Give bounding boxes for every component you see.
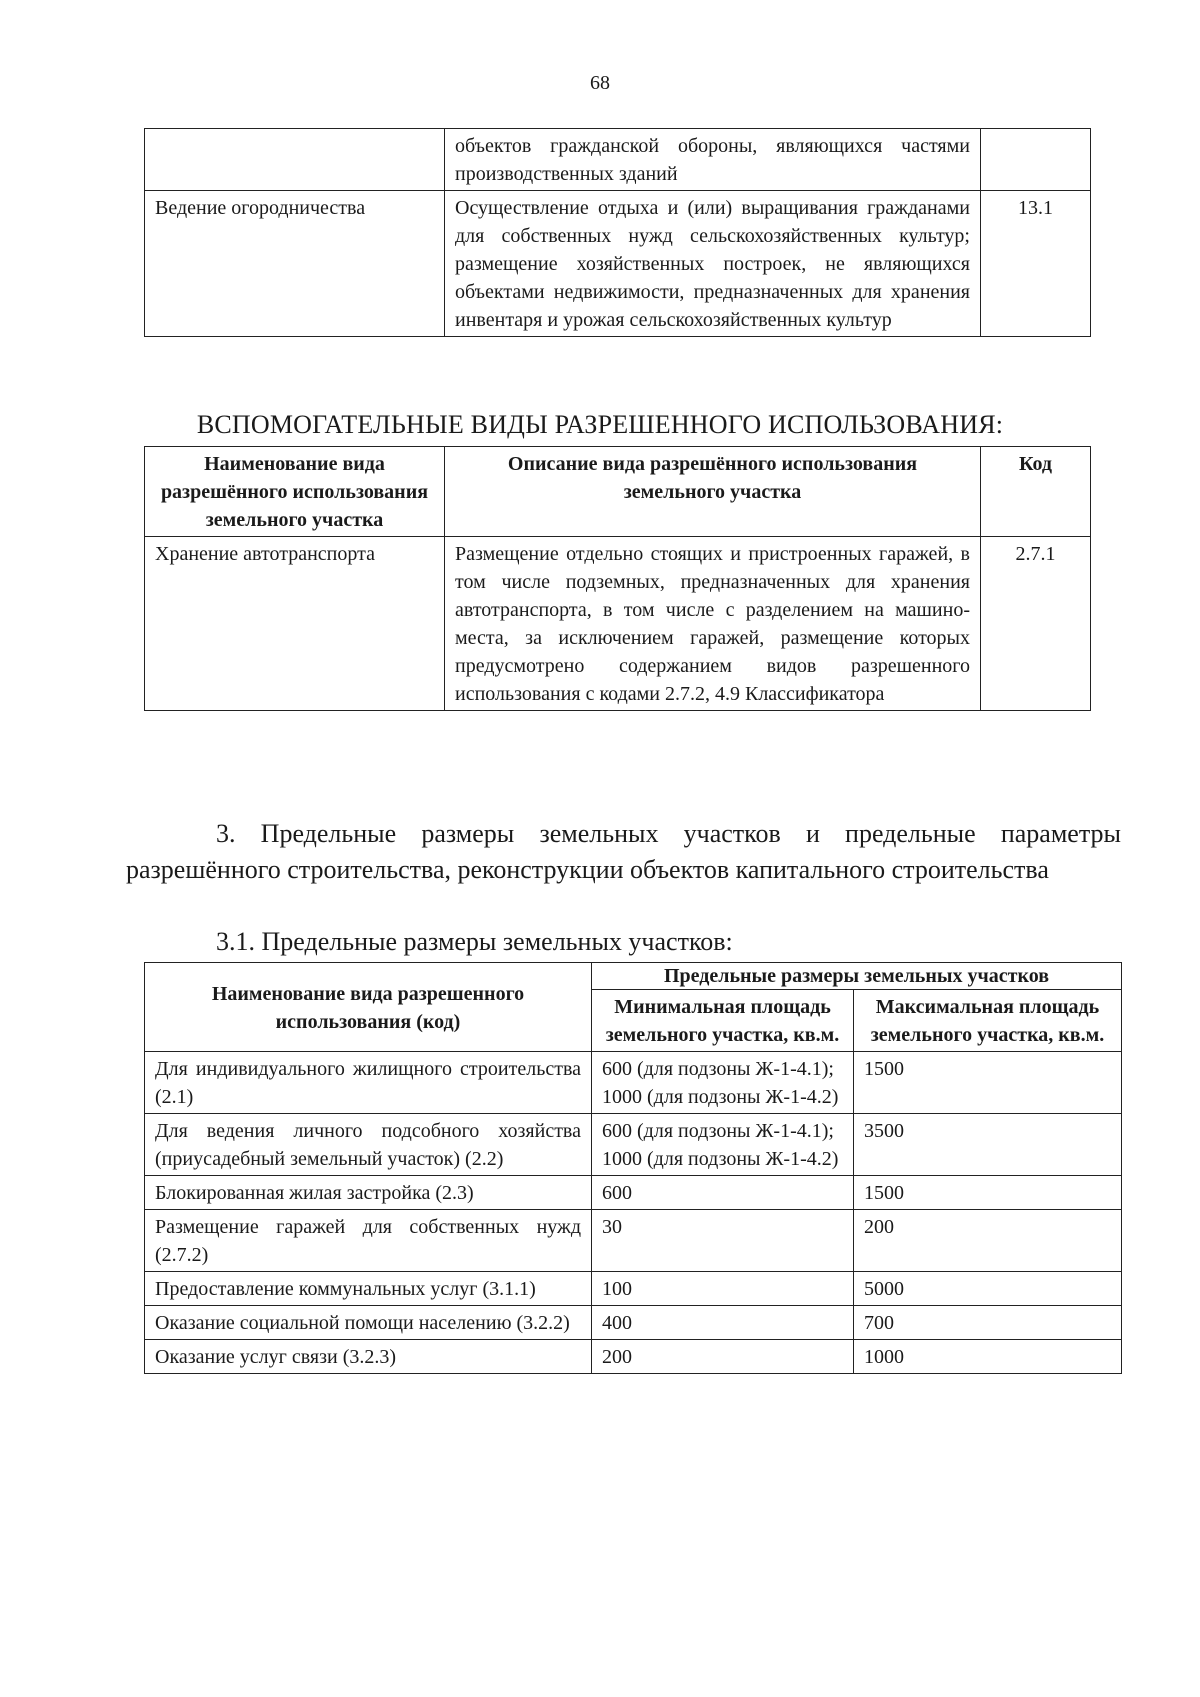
cell-min: 200 xyxy=(592,1340,854,1374)
land-plot-sizes-table xyxy=(144,962,1122,1374)
cell-description: объектов гражданской обороны, являющихся частями производственных зданий xyxy=(445,129,981,191)
table-row xyxy=(145,1176,1122,1210)
header-group: Предельные размеры земельных участков xyxy=(592,963,1122,990)
cell-code: 2.7.1 xyxy=(981,537,1091,711)
cell-name: Для ведения личного подсобного хозяйства (приусадебный земельный участок) (2.2) xyxy=(145,1114,592,1176)
cell-max: 5000 xyxy=(854,1272,1122,1306)
cell-name xyxy=(145,129,445,191)
cell-name: Блокированная жилая застройка (2.3) xyxy=(145,1176,592,1210)
cell-name: Для индивидуального жилищного строительства (2.1) xyxy=(145,1052,592,1114)
cell-min: 400 xyxy=(592,1306,854,1340)
cell-name: Ведение огородничества xyxy=(145,191,445,337)
table-header-row xyxy=(145,963,1122,990)
cell-description: Размещение отдельно стоящих и пристроенных гаражей, в том числе подземных, предназначенных для хранения автотранспорта, в том числе с разделением на машино-места, за исключением гаражей, размещение которых предусмотрено содержанием видов разрешенного использования с кодами 2.7.2, 4.9 Классификатора xyxy=(445,537,981,711)
cell-max: 1000 xyxy=(854,1340,1122,1374)
cell-min: 30 xyxy=(592,1210,854,1272)
cell-min: 600 (для подзоны Ж-1-4.1); 1000 (для подзоны Ж-1-4.2) xyxy=(592,1114,854,1176)
table-row xyxy=(145,1114,1122,1176)
table-row xyxy=(145,191,1091,337)
table-row xyxy=(145,537,1091,711)
header-code: Код xyxy=(981,447,1091,537)
cell-max: 200 xyxy=(854,1210,1122,1272)
cell-max: 1500 xyxy=(854,1052,1122,1114)
table-row xyxy=(145,1210,1122,1272)
cell-code xyxy=(981,129,1091,191)
section-3-heading: 3. Предельные размеры земельных участков и предельные параметры разрешённого строительства, реконструкции объектов капитального строительства xyxy=(126,819,1121,884)
continuation-table xyxy=(144,128,1091,337)
table-row xyxy=(145,1272,1122,1306)
table-row xyxy=(145,129,1091,191)
header-name: Наименование вида разрешенного использования (код) xyxy=(145,963,592,1052)
page-number: 68 xyxy=(590,72,610,94)
cell-name: Хранение автотранспорта xyxy=(145,537,445,711)
cell-max: 3500 xyxy=(854,1114,1122,1176)
cell-min: 100 xyxy=(592,1272,854,1306)
cell-name: Размещение гаражей для собственных нужд (2.7.2) xyxy=(145,1210,592,1272)
table-header-row xyxy=(145,447,1091,537)
cell-min: 600 (для подзоны Ж-1-4.1); 1000 (для подзоны Ж-1-4.2) xyxy=(592,1052,854,1114)
cell-name: Оказание услуг связи (3.2.3) xyxy=(145,1340,592,1374)
header-name: Наименование вида разрешённого использования земельного участка xyxy=(145,447,445,537)
header-max-area: Максимальная площадь земельного участка, кв.м. xyxy=(854,990,1122,1052)
cell-min: 600 xyxy=(592,1176,854,1210)
cell-code: 13.1 xyxy=(981,191,1091,337)
cell-name: Оказание социальной помощи населению (3.2.2) xyxy=(145,1306,592,1340)
header-min-area: Минимальная площадь земельного участка, кв.м. xyxy=(592,990,854,1052)
cell-max: 700 xyxy=(854,1306,1122,1340)
header-description: Описание вида разрешённого использования земельного участка xyxy=(445,447,981,537)
section-title-auxiliary: ВСПОМОГАТЕЛЬНЫЕ ВИДЫ РАЗРЕШЕННОГО ИСПОЛЬЗОВАНИЯ: xyxy=(196,410,1004,439)
cell-max: 1500 xyxy=(854,1176,1122,1210)
table-row xyxy=(145,1340,1122,1374)
section-3-1-heading: 3.1. Предельные размеры земельных участков: xyxy=(216,927,733,956)
table-row xyxy=(145,1306,1122,1340)
cell-description: Осуществление отдыха и (или) выращивания гражданами для собственных нужд сельскохозяйственных культур; размещение хозяйственных построек, не являющихся объектами недвижимости, предназначенных для хранения инвентаря и урожая сельскохозяйственных культур xyxy=(445,191,981,337)
auxiliary-uses-table xyxy=(144,446,1091,711)
cell-name: Предоставление коммунальных услуг (3.1.1) xyxy=(145,1272,592,1306)
table-row xyxy=(145,1052,1122,1114)
